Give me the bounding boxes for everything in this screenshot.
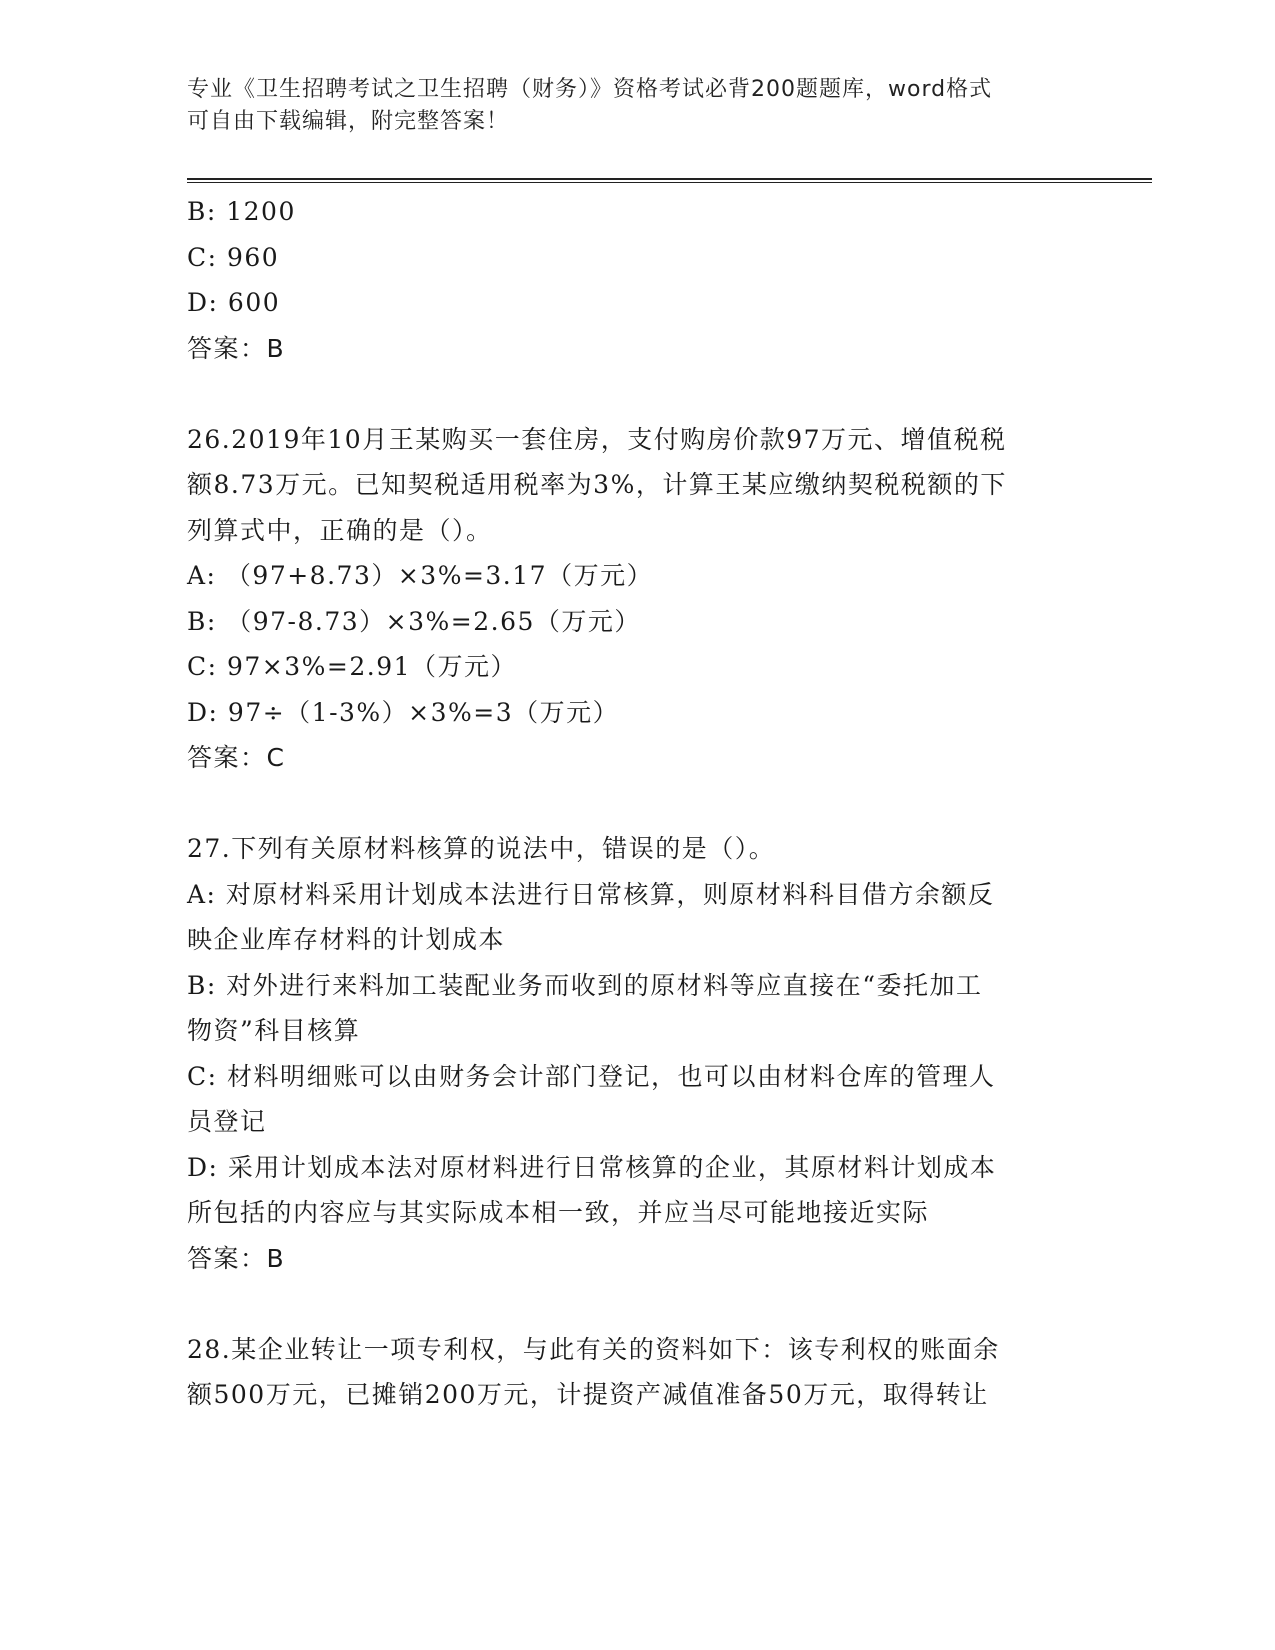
option-d: D: 600 xyxy=(187,288,281,317)
question-27-option-a-line-2: 映企业库存材料的计划成本 xyxy=(187,925,506,954)
question-26-option-b: B: （97-8.73）×3%=2.65（万元） xyxy=(187,606,641,636)
question-26-stem-line-2: 额8.73万元。已知契税适用税率为3%，计算王某应缴纳契税税额的下 xyxy=(187,470,1007,499)
question-26-stem-line-1: 26.2019年10月王某购买一套住房，支付购房价款97万元、增值税税 xyxy=(187,424,1007,454)
question-26-option-d: D: 97÷（1-3%）×3%=3（万元） xyxy=(187,697,620,727)
question-27-option-b-line-2: 物资”科目核算 xyxy=(187,1016,361,1045)
prev-question-options xyxy=(187,189,1087,326)
question-27-option-a-line-1: A: 对原材料采用计划成本法进行日常核算，则原材料科目借方余额反 xyxy=(187,879,995,909)
option-b: B: 1200 xyxy=(187,197,296,226)
question-27-stem-line-1: 27.下列有关原材料核算的说法中，错误的是（）。 xyxy=(187,834,776,863)
question-26 xyxy=(187,417,1087,781)
page-header xyxy=(187,74,1087,138)
question-26-answer: 答案：C xyxy=(187,743,286,772)
question-28 xyxy=(187,1327,1087,1418)
spacer xyxy=(187,1281,1087,1327)
question-27-option-d-line-2: 所包括的内容应与其实际成本相一致，并应当尽可能地接近实际 xyxy=(187,1198,930,1227)
spacer xyxy=(187,781,1087,827)
question-27-option-d-line-1: D: 采用计划成本法对原材料进行日常核算的企业，其原材料计划成本 xyxy=(187,1152,997,1182)
question-27-option-c-line-1: C: 材料明细账可以由财务会计部门登记，也可以由材料仓库的管理人 xyxy=(187,1061,996,1091)
question-28-stem-line-1: 28.某企业转让一项专利权，与此有关的资料如下：该专利权的账面余 xyxy=(187,1334,1000,1364)
question-26-stem-line-3: 列算式中，正确的是（）。 xyxy=(187,515,493,545)
question-26-option-a: A: （97+8.73）×3%=3.17（万元） xyxy=(187,561,654,590)
header-title-line-1: 专业《卫生招聘考试之卫生招聘（财务）》资格考试必背200题题库，word格式 xyxy=(187,77,993,102)
spacer xyxy=(187,371,1087,417)
header-title-line-2: 可自由下载编辑，附完整答案！ xyxy=(187,109,510,134)
prev-question-answer: 答案：B xyxy=(187,333,286,363)
option-c: C: 960 xyxy=(187,242,280,272)
header-divider xyxy=(187,178,1152,183)
question-27-option-b-line-1: B: 对外进行来料加工装配业务而收到的原材料等应直接在“委托加工 xyxy=(187,970,983,1000)
question-content xyxy=(187,189,1087,1418)
question-27-answer: 答案：B xyxy=(187,1243,286,1273)
question-26-option-c: C: 97×3%=2.91（万元） xyxy=(187,652,518,681)
question-27-option-c-line-2: 员登记 xyxy=(187,1107,267,1136)
question-27 xyxy=(187,826,1087,1281)
question-28-stem-line-2: 额500万元，已摊销200万元，计提资产减值准备50万元，取得转让 xyxy=(187,1380,989,1409)
